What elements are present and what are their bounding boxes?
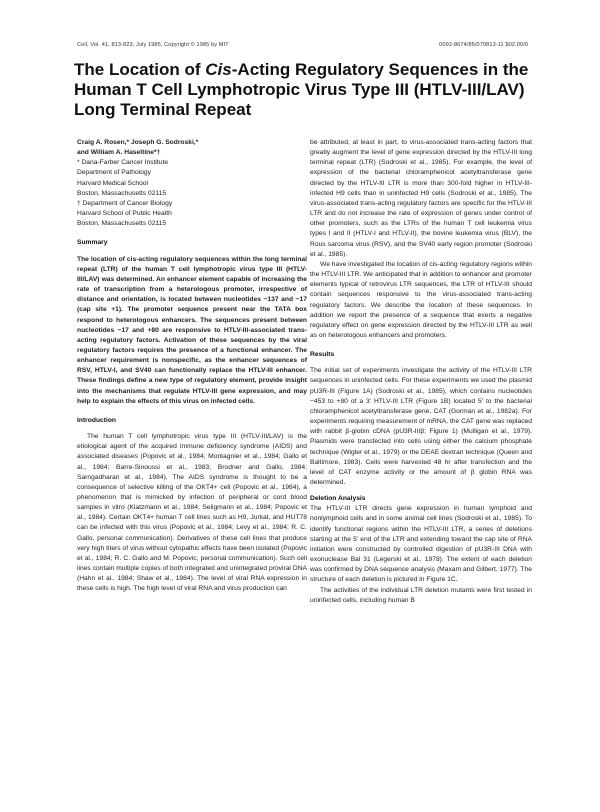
running-head xyxy=(77,42,528,52)
left-column xyxy=(77,138,307,595)
deletion-analysis-heading: Deletion Analysis xyxy=(310,495,366,503)
affiliation-line: Boston, Massachusetts 02115 xyxy=(77,220,167,228)
paragraph: We have investigated the location of cis-acting regulatory regions within the HTLV-III LTR. We anticipated that in addition to enhancer and promoter elements typical of retrovirus LTR sequences, the LTR of HTLV-III should contain sequences responsive to the virus-associated trans-acting regulatory factors. We describe the location of these sequences. In addition we report the presence of a sequence that exerts a negative regulatory effect on gene expression directed by the HTLV-III LTR as well as on heterologous enhancers and promoters. xyxy=(310,260,532,339)
article-code: 0092-8674/85/070813-11 $02.00/0 xyxy=(439,42,528,48)
affiliation-line: Boston, Massachusetts 02115 xyxy=(77,189,167,197)
paragraph: The HTLV-III LTR directs gene expression in human lymphoid and nonlymphoid cells and in some animal cell lines (Sodroski et al., 1985). To identify functional regions within the HTLV-III LTR, a series of deletions starting at the 5' end of the LTR and extending toward the cap site of RNA initiation were constructed by controlled digestion of pU3R-III DNA with exonuclease Bal 31 (Legerski et al., 1978). The extent of each deletion was confirmed by DNA sequence analysis (Maxam and Gilbert, 1977). The structure of each deletion is pictured in Figure 1C. xyxy=(310,505,532,584)
affiliation-line: Harvard Medical School xyxy=(77,179,148,187)
results-heading: Results xyxy=(310,351,335,359)
affiliations xyxy=(77,158,307,229)
summary-heading: Summary xyxy=(77,239,108,247)
introduction-heading: Introduction xyxy=(77,416,117,424)
title-part-1: The Location of xyxy=(74,60,206,79)
right-column xyxy=(310,138,532,606)
paragraph: The activities of the individual LTR deletion mutants were first tested in uninfected cells, including human B xyxy=(310,586,532,604)
authors-line-1: Craig A. Rosen,* Joseph G. Sodroski,* xyxy=(77,139,199,146)
authors xyxy=(77,138,307,158)
summary-text: The location of cis-acting regulatory sequences within the long terminal repeat (LTR) of the human T cell lymphotropic virus type III (HTLV-III/LAV) was determined. An enhancer element capable of increasing the rate of transcription from a heterologous promoter, irrespective of distance and orientation, is located between nucleotides −137 and −17 (cap site +1). The promoter sequence present near the TATA box respond to heterologous enhancers. The sequences present between nucleotides −17 and +80 are responsive to HTLV-III-associated trans-acting regulatory factors. Activation of these sequences by the viral regulatory factors requires the presence of a functional enhancer. The enhancer requirement is nonspecific, as the enhancer sequences of RSV, HTLV-I, and SV40 can functionally replace the HTLV-III enhancer. These findings define a new type of regulatory element, provide insight into the mechanisms that regulate HTLV-III gene expression, and may help to explain the effects of this virus on infected cells. xyxy=(77,255,307,405)
paragraph: be attributed, at least in part, to virus-associated trans-acting factors that greatly augment the level of gene expression directed by the HTLV-III long terminal repeat (LTR) (Sodroski et al., 1985). For example, the level of expression of the bacterial chloramphenicol acetyltransferase gene directed by the HTLV-III LTR is more than 300-fold higher in HTLV-III-infected H9 cells than in uninfected H9 cells (Sodroski et al., 1985). The virus-associated trans-acting regulatory factors are specific for the HTLV-III LTR and do not increase the rate of expression of genes under control of other promoters, such as the LTRs of the human T cell leukemia virus types I and II (HTLV-I and HTLV-II), the bovine leukemia virus (BLV), the Rous sarcoma virus (RSV), and the SV40 early region promoter (Sodroski et al., 1985). xyxy=(310,139,532,258)
article-title xyxy=(74,60,534,119)
affiliation-line: † Department of Cancer Biology xyxy=(77,199,173,207)
affiliation-line: * Dana-Farber Cancer Institute xyxy=(77,159,169,167)
title-part-2: -Acting Regulatory Sequences in the Human T Cell Lymphotropic Virus Type III (HTLV-III/LAV) Long Terminal Repeat xyxy=(74,60,529,119)
authors-line-2: and William A. Haseltine*† xyxy=(77,149,161,157)
title-italic-word: Cis xyxy=(205,60,232,79)
affiliation-line: Department of Pathology xyxy=(77,169,151,177)
affiliation-line: Harvard School of Public Health xyxy=(77,210,172,218)
paragraph: The initial set of experiments investigate the activity of the HTLV-III LTR sequences in uninfected cells. For these experiments we used the plasmid pU3R-III (Figure 1A) (Sodroski et al., 1985), which contains nucleotides −453 to +80 of a 3' HTLV-III LTR (Figure 1B) located 5' to the bacterial chloramphenicol acetyltransferase gene, CAT (Gorman et al., 1982a). For experiments requiring measurement of mRNA, the CAT gene was replaced with rabbit β-globin cDNA (pU3R-IIIβ; Figure 1) (Mulligan et al., 1979). Plasmids were transfected into cells using either the calcium phosphate technique (Wigler et al., 1979) or the DEAE dextran technique (Queen and Baltimore, 1983). Cells were harvested 48 hr after transfection and the level of CAT enzyme activity or the amount of β globin RNA was determined. xyxy=(310,367,532,486)
introduction-text: The human T cell lymphotropic virus type III (HTLV-III/LAV) is the etiological agent of the acquired immune deficiency syndrome (AIDS) and associated diseases (Popovic et al., 1984; Montagnier et al., 1984; Gallo et al., 1984; Barre-Sinoussi et al., 1983; Brodner and Gallo, 1984; Sarngadharan et al., 1984). The AIDS syndrome is thought to be a consequence of selective killing of the OKT4+ cell (Popovic et al., 1984), a phenomenon that is mimicked by infection of peripheral or cord blood samples in vitro (Klatzmann et al., 1984; Seligmann et al., 1984; Popovic et al., 1984). Certain OKT4+ human T cell lines such as H9, Jurkat, and HUT78 can be infected with this virus (Popovic et al., 1984; Levy et al., 1984; R. C. Gallo, personal communication). Derivatives of these cell lines that produce very high titers of virus without cytopathic effects have been isolated (Popovic et al., 1984; R. C. Gallo and M. Popovic, personal communication). Such cell lines contain multiple copies of both integrated and unintegrated proviral DNA (Hahn et al., 1984; Shaw et al., 1984). The level of viral RNA expression in these cells is high. The high level of viral RNA and virus production can xyxy=(77,433,307,593)
journal-citation: Cell, Vol. 41, 813-823, July 1985, Copyright © 1985 by MIT xyxy=(77,42,229,48)
